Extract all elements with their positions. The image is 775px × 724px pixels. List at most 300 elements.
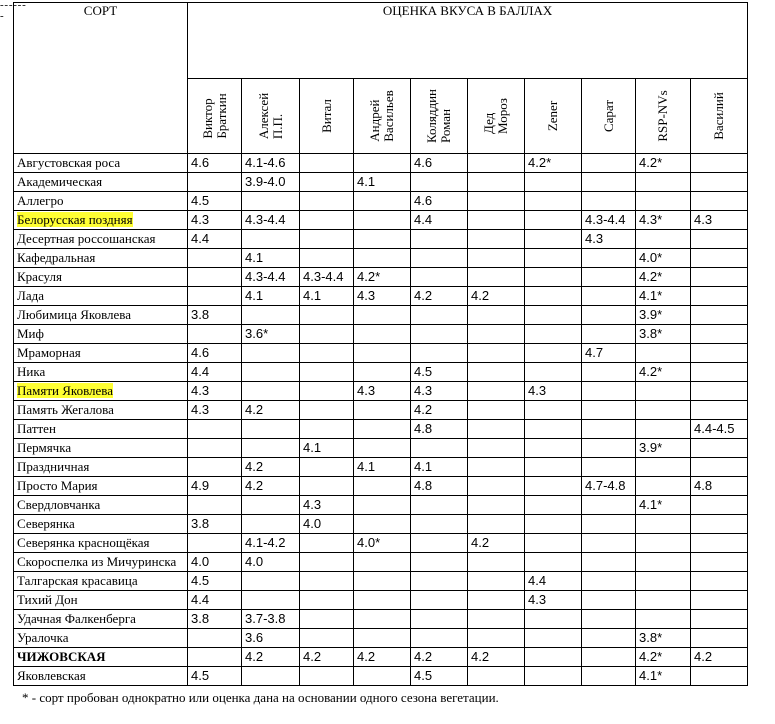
sort-column-header: СОРТ xyxy=(14,3,188,154)
table-row xyxy=(14,230,748,249)
score-cell: 3.8 xyxy=(188,610,242,629)
taster-name-line1: RSP-NVs xyxy=(655,90,670,142)
score-cell xyxy=(691,306,748,325)
score-cell xyxy=(525,534,582,553)
variety-name: Северянка xyxy=(17,516,75,531)
score-cell xyxy=(354,306,411,325)
score-cell xyxy=(354,667,411,686)
score-cell xyxy=(354,249,411,268)
score-cell xyxy=(468,249,525,268)
score-cell xyxy=(411,344,468,363)
score-cell xyxy=(411,173,468,192)
taster-name xyxy=(257,93,285,139)
table-row xyxy=(14,496,748,515)
score-cell xyxy=(468,515,525,534)
score-cell xyxy=(691,344,748,363)
score-cell xyxy=(411,572,468,591)
score-cell xyxy=(354,344,411,363)
table-body xyxy=(14,154,748,686)
score-cell xyxy=(300,401,354,420)
score-cell xyxy=(636,230,691,249)
variety-name: Талгарская красавица xyxy=(17,573,138,588)
score-cell xyxy=(636,173,691,192)
taster-name xyxy=(712,92,726,140)
score-cell xyxy=(354,401,411,420)
variety-name: Тихий Дон xyxy=(17,592,78,607)
taster-name xyxy=(602,100,616,132)
variety-cell xyxy=(14,534,188,553)
score-cell xyxy=(354,477,411,496)
table-row xyxy=(14,477,748,496)
taster-name-line1: Алексей xyxy=(255,92,271,140)
score-cell xyxy=(242,192,300,211)
score-cell xyxy=(582,420,636,439)
taster-header xyxy=(411,79,468,154)
table-row xyxy=(14,154,748,173)
score-cell xyxy=(300,420,354,439)
score-cell: 3.9-4.0 xyxy=(242,173,300,192)
score-cell xyxy=(242,420,300,439)
score-cell: 4.3-4.4 xyxy=(582,211,636,230)
score-cell xyxy=(691,287,748,306)
score-cell xyxy=(691,496,748,515)
score-cell: 4.1-4.2 xyxy=(242,534,300,553)
score-cell xyxy=(636,382,691,401)
score-cell: 4.3-4.4 xyxy=(300,268,354,287)
score-cell: 4.6 xyxy=(411,154,468,173)
table-row xyxy=(14,363,748,382)
score-cell xyxy=(300,230,354,249)
variety-name: Скороспелка из Мичуринска xyxy=(17,554,177,569)
score-cell: 4.2 xyxy=(300,648,354,667)
score-cell: 3.9* xyxy=(636,306,691,325)
score-cell xyxy=(636,515,691,534)
score-cell xyxy=(188,496,242,515)
score-cell: 4.1 xyxy=(242,249,300,268)
score-cell xyxy=(582,154,636,173)
score-cell: 4.6 xyxy=(188,154,242,173)
score-cell xyxy=(468,496,525,515)
variety-name: Любимица Яковлева xyxy=(17,307,132,322)
score-cell xyxy=(691,173,748,192)
score-cell xyxy=(468,477,525,496)
score-cell xyxy=(691,154,748,173)
score-cell: 4.0 xyxy=(300,515,354,534)
score-cell xyxy=(300,192,354,211)
score-cell: 4.4-4.5 xyxy=(691,420,748,439)
score-cell xyxy=(525,268,582,287)
score-cell: 4.2* xyxy=(525,154,582,173)
score-cell: 4.3 xyxy=(354,287,411,306)
score-cell xyxy=(691,363,748,382)
score-cell: 4.6 xyxy=(188,344,242,363)
score-cell xyxy=(636,610,691,629)
score-cell xyxy=(525,401,582,420)
variety-cell xyxy=(14,591,188,610)
score-cell xyxy=(468,154,525,173)
score-cell xyxy=(300,344,354,363)
score-cell xyxy=(188,249,242,268)
score-cell xyxy=(411,268,468,287)
score-cell xyxy=(582,287,636,306)
score-cell xyxy=(582,667,636,686)
score-cell xyxy=(354,230,411,249)
score-cell xyxy=(242,667,300,686)
score-cell xyxy=(582,496,636,515)
score-cell xyxy=(525,420,582,439)
score-cell xyxy=(300,363,354,382)
score-cell xyxy=(525,477,582,496)
score-cell: 4.2 xyxy=(691,648,748,667)
variety-cell xyxy=(14,401,188,420)
score-cell xyxy=(300,458,354,477)
score-cell xyxy=(525,211,582,230)
score-cell xyxy=(242,515,300,534)
score-cell xyxy=(300,572,354,591)
score-cell: 4.2 xyxy=(242,458,300,477)
score-cell: 4.4 xyxy=(188,230,242,249)
taster-name xyxy=(482,98,510,134)
score-cell: 4.3 xyxy=(525,382,582,401)
variety-cell xyxy=(14,173,188,192)
table-row xyxy=(14,439,748,458)
score-cell xyxy=(188,439,242,458)
score-cell: 4.1 xyxy=(354,173,411,192)
score-cell xyxy=(411,515,468,534)
score-cell: 4.2 xyxy=(354,648,411,667)
table-row xyxy=(14,572,748,591)
score-cell xyxy=(300,534,354,553)
score-cell xyxy=(468,325,525,344)
score-cell xyxy=(411,306,468,325)
table-row xyxy=(14,610,748,629)
score-cell: 4.2 xyxy=(411,401,468,420)
variety-cell xyxy=(14,553,188,572)
score-cell xyxy=(636,192,691,211)
score-cell xyxy=(354,496,411,515)
score-cell xyxy=(468,268,525,287)
taster-header xyxy=(525,79,582,154)
variety-name: Мраморная xyxy=(17,345,81,360)
score-cell xyxy=(300,249,354,268)
score-cell: 4.2 xyxy=(242,648,300,667)
score-cell xyxy=(468,591,525,610)
table-row xyxy=(14,401,748,420)
score-cell: 4.3 xyxy=(691,211,748,230)
score-cell: 4.1 xyxy=(300,287,354,306)
score-cell xyxy=(691,230,748,249)
score-cell xyxy=(354,572,411,591)
score-cell xyxy=(582,553,636,572)
variety-name: Просто Мария xyxy=(17,478,98,493)
score-cell xyxy=(525,458,582,477)
score-cell xyxy=(582,591,636,610)
score-cell xyxy=(636,344,691,363)
score-cell xyxy=(582,249,636,268)
score-cell xyxy=(468,306,525,325)
variety-cell xyxy=(14,230,188,249)
score-cell: 4.1 xyxy=(300,439,354,458)
score-cell: 3.8 xyxy=(188,306,242,325)
taster-name-line2: Мороз xyxy=(495,98,510,134)
variety-name: ЧИЖОВСКАЯ xyxy=(17,649,106,664)
variety-cell xyxy=(14,154,188,173)
score-cell: 4.3 xyxy=(411,382,468,401)
score-cell: 3.6* xyxy=(242,325,300,344)
score-cell xyxy=(582,363,636,382)
variety-cell xyxy=(14,439,188,458)
variety-name: Пермячка xyxy=(17,440,72,455)
taster-header xyxy=(300,79,354,154)
variety-cell xyxy=(14,610,188,629)
score-cell: 4.3-4.4 xyxy=(242,211,300,230)
score-cell: 4.2 xyxy=(411,287,468,306)
variety-cell xyxy=(14,249,188,268)
score-cell xyxy=(582,572,636,591)
score-cell xyxy=(525,325,582,344)
score-cell: 4.0* xyxy=(354,534,411,553)
score-cell xyxy=(468,458,525,477)
score-cell: 4.4 xyxy=(188,363,242,382)
score-cell xyxy=(468,401,525,420)
score-cell xyxy=(354,154,411,173)
score-cell xyxy=(636,534,691,553)
score-cell xyxy=(468,553,525,572)
score-cell xyxy=(300,553,354,572)
score-cell: 3.7-3.8 xyxy=(242,610,300,629)
taster-name-line1: Андрей xyxy=(367,99,382,142)
table-row xyxy=(14,553,748,572)
taster-name-line2: П.П. xyxy=(269,113,285,140)
variety-name: Удачная Фалкенберга xyxy=(17,611,136,626)
score-cell xyxy=(300,667,354,686)
score-cell: 4.4 xyxy=(188,591,242,610)
variety-name: Аллегро xyxy=(17,193,64,208)
score-cell: 4.2 xyxy=(242,477,300,496)
score-cell: 4.1 xyxy=(242,287,300,306)
variety-cell xyxy=(14,648,188,667)
score-cell xyxy=(468,211,525,230)
score-cell xyxy=(411,591,468,610)
score-cell: 4.1 xyxy=(354,458,411,477)
table-row xyxy=(14,325,748,344)
taster-name-line2: Роман xyxy=(438,108,453,143)
score-cell: 4.4 xyxy=(411,211,468,230)
score-cell: 4.2* xyxy=(636,363,691,382)
table-row xyxy=(14,344,748,363)
table-row xyxy=(14,287,748,306)
score-cell: 4.2* xyxy=(636,268,691,287)
score-cell xyxy=(582,439,636,458)
taster-header xyxy=(636,79,691,154)
taster-name-line1: Дед xyxy=(481,112,496,134)
score-cell xyxy=(411,439,468,458)
score-cell: 4.4 xyxy=(525,572,582,591)
score-cell xyxy=(525,667,582,686)
corner-mark: - - - - - - - xyxy=(0,0,25,22)
score-cell xyxy=(525,439,582,458)
score-cell xyxy=(636,572,691,591)
score-cell: 4.0 xyxy=(188,553,242,572)
score-cell: 4.2 xyxy=(411,648,468,667)
score-cell xyxy=(354,325,411,344)
score-cell xyxy=(468,420,525,439)
score-cell xyxy=(242,363,300,382)
score-cell xyxy=(691,591,748,610)
score-cell: 4.1-4.6 xyxy=(242,154,300,173)
score-cell xyxy=(582,648,636,667)
table-row xyxy=(14,382,748,401)
score-cell: 4.5 xyxy=(411,667,468,686)
variety-cell xyxy=(14,211,188,230)
variety-name: Десертная россошанская xyxy=(17,231,156,246)
table-row xyxy=(14,173,748,192)
table-row xyxy=(14,629,748,648)
table-row xyxy=(14,515,748,534)
taster-name-line1: Василий xyxy=(711,92,727,140)
variety-cell xyxy=(14,306,188,325)
score-cell xyxy=(468,629,525,648)
score-cell: 4.7 xyxy=(582,344,636,363)
score-cell xyxy=(300,629,354,648)
score-cell xyxy=(242,572,300,591)
variety-name: Августовская роса xyxy=(17,155,121,170)
variety-name: Ника xyxy=(17,364,46,379)
variety-cell xyxy=(14,382,188,401)
score-cell: 4.2 xyxy=(468,534,525,553)
score-cell: 4.3* xyxy=(636,211,691,230)
taster-header xyxy=(691,79,748,154)
variety-name: Красуля xyxy=(17,269,62,284)
score-cell xyxy=(582,382,636,401)
score-cell xyxy=(188,458,242,477)
score-cell xyxy=(582,306,636,325)
taster-name xyxy=(368,90,396,142)
score-cell xyxy=(525,629,582,648)
score-cell: 4.8 xyxy=(411,477,468,496)
score-cell xyxy=(354,420,411,439)
score-cell: 4.2 xyxy=(468,648,525,667)
score-cell xyxy=(525,344,582,363)
score-cell xyxy=(691,439,748,458)
score-cell xyxy=(691,534,748,553)
score-cell xyxy=(411,325,468,344)
variety-cell xyxy=(14,515,188,534)
score-cell xyxy=(691,382,748,401)
footnote: * - сорт пробован однократно или оценка дана на основании одного сезона вегетации. xyxy=(22,690,499,705)
score-cell: 3.8 xyxy=(188,515,242,534)
variety-name: Свердловчанка xyxy=(17,497,101,512)
score-cell xyxy=(691,192,748,211)
score-cell xyxy=(411,249,468,268)
score-cell: 4.3 xyxy=(188,401,242,420)
variety-name: Уралочка xyxy=(17,630,69,645)
taster-name xyxy=(656,90,670,141)
score-cell xyxy=(300,306,354,325)
score-cell xyxy=(468,192,525,211)
score-cell xyxy=(300,610,354,629)
score-cell xyxy=(300,591,354,610)
score-cell xyxy=(411,553,468,572)
table-row xyxy=(14,192,748,211)
variety-name: Яковлевская xyxy=(17,668,86,683)
taster-name xyxy=(320,99,334,133)
score-cell: 4.5 xyxy=(188,572,242,591)
score-cell xyxy=(691,667,748,686)
score-cell xyxy=(354,192,411,211)
score-cell xyxy=(468,439,525,458)
variety-name: Память Жегалова xyxy=(17,402,114,417)
score-cell xyxy=(636,420,691,439)
score-cell xyxy=(300,211,354,230)
score-cell: 4.1* xyxy=(636,287,691,306)
score-cell xyxy=(525,173,582,192)
score-cell: 4.7-4.8 xyxy=(582,477,636,496)
score-cell xyxy=(411,230,468,249)
table-row xyxy=(14,667,748,686)
score-cell xyxy=(691,249,748,268)
score-cell: 4.6 xyxy=(411,192,468,211)
score-cell xyxy=(691,515,748,534)
score-cell xyxy=(525,553,582,572)
score-cell: 4.5 xyxy=(411,363,468,382)
score-cell xyxy=(242,230,300,249)
score-cell xyxy=(525,648,582,667)
variety-cell xyxy=(14,363,188,382)
table-row xyxy=(14,420,748,439)
score-cell xyxy=(354,439,411,458)
taster-name xyxy=(201,93,229,138)
score-cell: 3.9* xyxy=(636,439,691,458)
score-cell: 4.3-4.4 xyxy=(242,268,300,287)
score-cell xyxy=(354,363,411,382)
score-cell xyxy=(411,534,468,553)
score-cell xyxy=(691,610,748,629)
taster-name-line1: Сарат xyxy=(600,99,616,133)
score-cell xyxy=(525,306,582,325)
variety-name: Белорусская поздняя xyxy=(17,212,133,227)
score-cell xyxy=(525,230,582,249)
score-cell xyxy=(242,439,300,458)
score-cell xyxy=(354,211,411,230)
score-cell xyxy=(242,591,300,610)
score-cell xyxy=(525,192,582,211)
taster-name-line1: Виктор xyxy=(199,98,215,139)
score-cell xyxy=(354,629,411,648)
score-cell: 4.2* xyxy=(354,268,411,287)
variety-name: Кафедральная xyxy=(17,250,96,265)
score-cell xyxy=(300,477,354,496)
score-cell xyxy=(188,648,242,667)
score-cell: 3.6 xyxy=(242,629,300,648)
score-cell xyxy=(188,420,242,439)
taster-name-line1: Коляддин xyxy=(424,89,439,143)
score-cell xyxy=(691,553,748,572)
table-row xyxy=(14,249,748,268)
variety-name: Паттен xyxy=(17,421,56,436)
score-cell xyxy=(636,553,691,572)
score-cell xyxy=(300,325,354,344)
variety-cell xyxy=(14,325,188,344)
score-cell xyxy=(188,287,242,306)
variety-name: Академическая xyxy=(17,174,103,189)
variety-cell xyxy=(14,629,188,648)
variety-cell xyxy=(14,344,188,363)
score-cell xyxy=(691,458,748,477)
score-cell xyxy=(354,553,411,572)
score-cell: 4.3 xyxy=(300,496,354,515)
score-cell: 4.2 xyxy=(468,287,525,306)
